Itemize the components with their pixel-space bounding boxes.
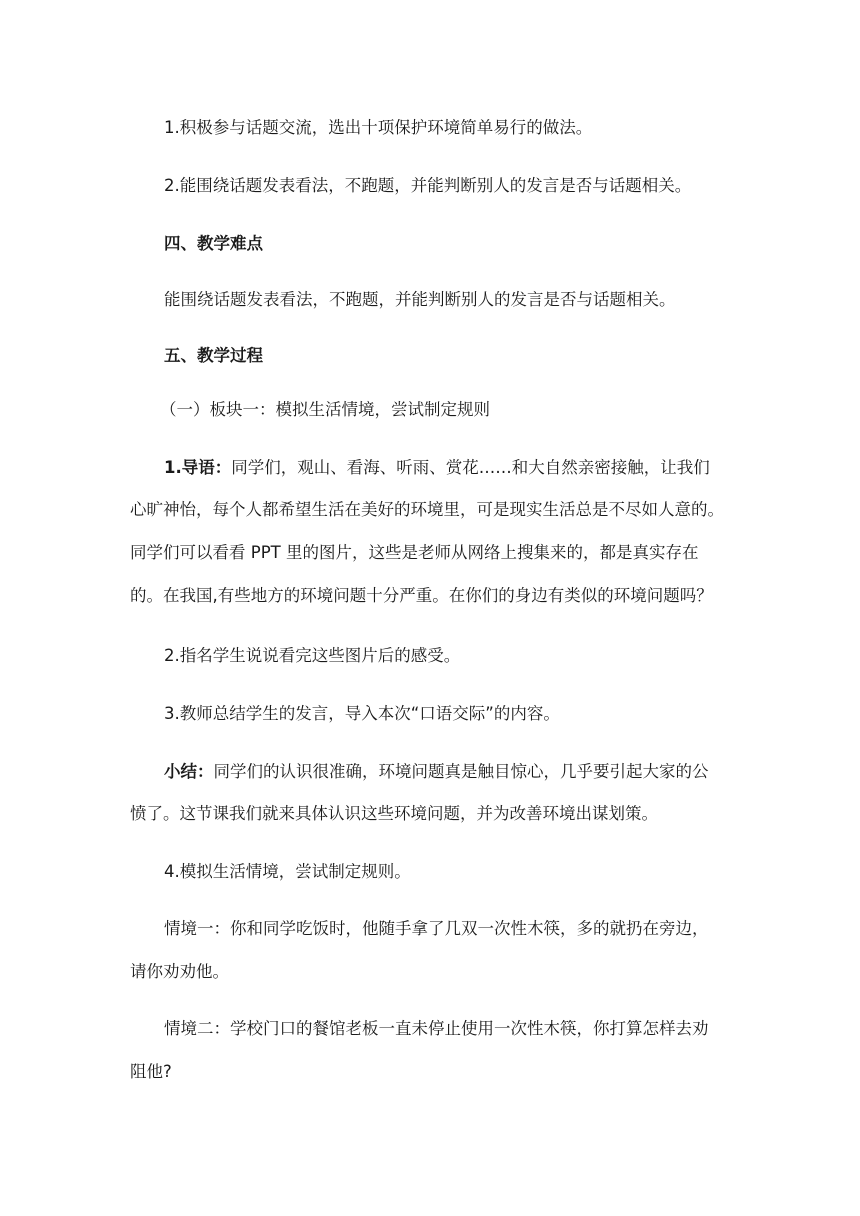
scenario-1-line-2: 请你劝劝他。: [130, 962, 229, 981]
scenario-1-line-1: 情境一：你和同学吃饭时，他随手拿了几双一次性木筷，多的就扔在旁边，: [164, 919, 709, 938]
intro-line-4: 的。在我国,有些地方的环境问题十分严重。在你们的身边有类似的环境问题吗？: [130, 586, 713, 605]
intro-line-3: 同学们可以看看 PPT 里的图片，这些是老师从网络上搜集来的，都是真实存在: [130, 543, 699, 562]
summary-label: 小结：: [164, 762, 214, 781]
intro-line-2: 心旷神怡，每个人都希望生活在美好的环境里，可是现实生活总是不尽如人意的。: [130, 500, 724, 519]
intro-text-1: 同学们，观山、看海、听雨、赏花……和大自然亲密接触，让我们: [231, 458, 710, 477]
heading-teaching-difficulty: 四、教学难点: [164, 234, 263, 253]
step-2-text: 2.指名学生说说看完这些图片后的感受。: [164, 646, 461, 665]
summary-text-1: 同学们的认识很准确，环境问题真是触目惊心，几乎要引起大家的公: [213, 762, 709, 781]
summary-line-1: [164, 760, 730, 784]
scenario-2-line-1: 情境二：学校门口的餐馆老板一直未停止使用一次性木筷，你打算怎样去劝: [164, 1019, 709, 1038]
intro-label: 1.导语：: [164, 458, 232, 477]
block-one-title: （一）板块一：模拟生活情境，尝试制定规则: [160, 400, 490, 419]
objective-item-1: 1.积极参与话题交流，选出十项保护环境简单易行的做法。: [164, 118, 593, 137]
step-4-text: 4.模拟生活情境，尝试制定规则。: [164, 862, 411, 881]
scenario-2-line-2: 阻他?: [130, 1062, 172, 1081]
summary-line-2: 愤了。这节课我们就来具体认识这些环境问题，并为改善环境出谋划策。: [130, 804, 658, 823]
heading-teaching-process: 五、教学过程: [164, 346, 263, 365]
step-3-text: 3.教师总结学生的发言，导入本次“口语交际”的内容。: [164, 704, 560, 723]
difficulty-text: 能围绕话题发表看法，不跑题，并能判断别人的发言是否与话题相关。: [164, 290, 676, 309]
intro-line-1: [164, 456, 730, 480]
objective-item-2: 2.能围绕话题发表看法，不跑题，并能判断别人的发言是否与话题相关。: [164, 176, 692, 195]
